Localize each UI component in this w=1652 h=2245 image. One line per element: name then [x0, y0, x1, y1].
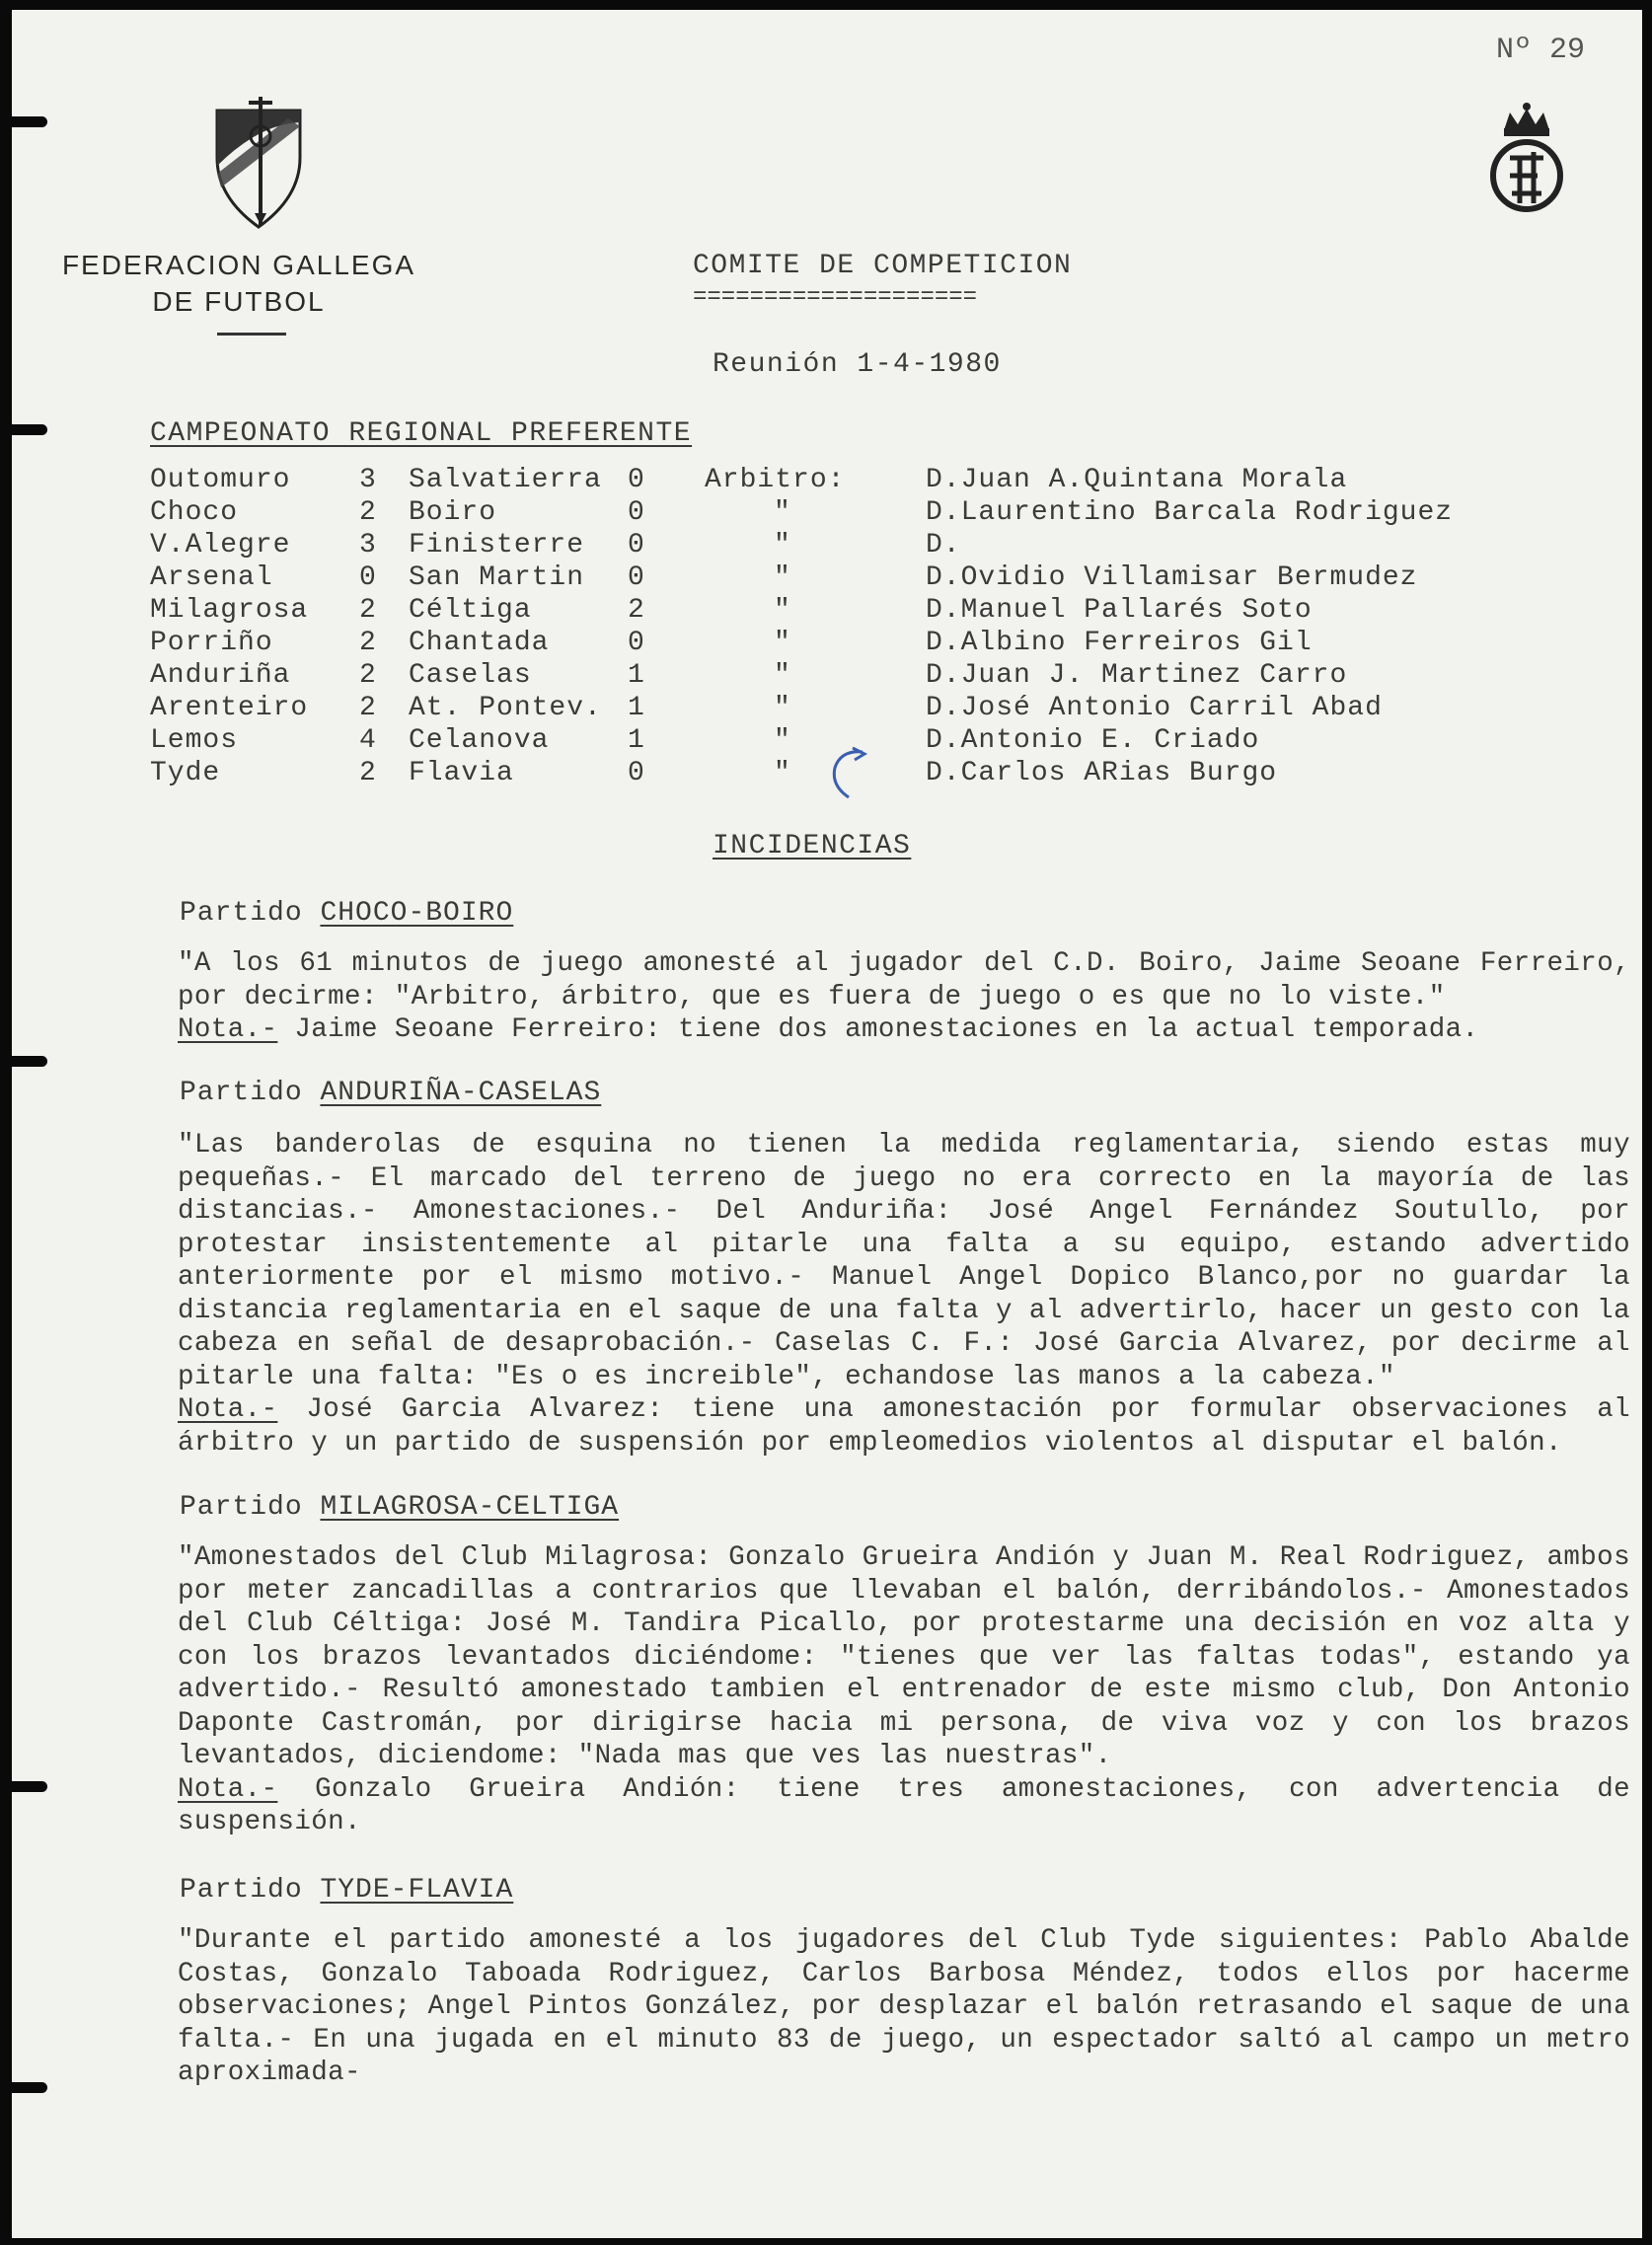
away-score: 1 — [628, 693, 645, 723]
punch-hole — [12, 116, 47, 127]
away-team: At. Pontev. — [409, 693, 602, 723]
referee-name: D.José Antonio Carril Abad — [926, 693, 1383, 723]
report-note — [150, 1013, 1630, 1047]
away-team: Flavia — [409, 758, 514, 788]
match-heading — [180, 1492, 619, 1523]
home-team: Milagrosa — [150, 595, 309, 626]
referee-label: " — [774, 758, 791, 788]
home-score: 2 — [359, 497, 377, 528]
report-text: "A los 61 minutos de juego amonesté al jugador del C.D. Boiro, Jaime Seoane Ferreiro, por decirme: "Arbitro, árbitro, que es fuera de juego o es que no lo viste." — [178, 948, 1630, 1012]
match-name: ANDURIÑA-CASELAS — [320, 1078, 602, 1108]
home-team: Arenteiro — [150, 693, 309, 723]
federation-line1: FEDERACION GALLEGA — [61, 250, 416, 280]
report-text: "Durante el partido amonesté a los jugadores del Club Tyde siguientes: Pablo Abalde Costas, Gonzalo Taboada Rodriguez, Carlos Barbosa Méndez, todos ellos por hacerme observaciones; Angel Pintos González, por desplazar el balón retrasando el saque de una falta.- En una jugada en el minuto 83 de juego, un espectador saltó al campo un metro aproximada- — [178, 1925, 1630, 2088]
referee-label: " — [774, 660, 791, 691]
pen-annotation-icon — [823, 746, 872, 815]
match-name: MILAGROSA-CELTIGA — [320, 1492, 620, 1523]
federation-line2: DE FUTBOL — [152, 286, 326, 317]
result-row — [150, 627, 1453, 659]
punch-hole — [12, 424, 47, 435]
home-score: 2 — [359, 595, 377, 626]
away-team: Salvatierra — [409, 465, 602, 495]
note-label: Nota.- — [178, 1014, 278, 1045]
referee-label: " — [774, 562, 791, 593]
away-team: Celanova — [409, 725, 550, 756]
home-score: 4 — [359, 725, 377, 756]
home-score: 3 — [359, 465, 377, 495]
home-team: Arsenal — [150, 562, 273, 593]
referee-name: D.Antonio E. Criado — [926, 725, 1260, 756]
home-score: 2 — [359, 758, 377, 788]
result-row — [150, 464, 1453, 496]
home-team: Choco — [150, 497, 239, 528]
result-row — [150, 561, 1453, 594]
away-score: 1 — [628, 725, 645, 756]
result-row — [150, 757, 1453, 789]
match-name: TYDE-FLAVIA — [320, 1875, 514, 1906]
match-report — [150, 947, 1630, 1047]
match-heading — [180, 1875, 513, 1906]
match-heading — [180, 898, 513, 929]
home-score: 0 — [359, 562, 377, 593]
meeting-date: Reunión 1-4-1980 — [713, 349, 1002, 380]
away-score: 0 — [628, 530, 645, 561]
home-score: 3 — [359, 530, 377, 561]
committee-underline: ==================== — [693, 284, 978, 311]
referee-name: D.Juan A.Quintana Morala — [926, 465, 1348, 495]
punch-hole — [12, 2082, 47, 2093]
home-score: 2 — [359, 660, 377, 691]
referee-name: D.Juan J. Martinez Carro — [926, 660, 1348, 691]
away-score: 0 — [628, 758, 645, 788]
divider — [217, 333, 286, 336]
referee-name: D.Manuel Pallarés Soto — [926, 595, 1313, 626]
punch-hole — [12, 1056, 47, 1067]
report-text: "Las banderolas de esquina no tienen la medida reglamentaria, siendo estas muy pequeñas.- El marcado del terreno de juego no era correcto en la mayoría de las distancias.- Amonestaciones.- Del Anduriña: José Angel Fernández Soutullo, por protestar insistentemente al pitarle una falta a su equipo, estando advertido anteriormente por el mismo motivo.- Manuel Angel Dopico Blanco,por no guardar la distancia reglamentaria en el saque de una falta y al advertirlo, hacer un gesto con la cabeza en señal de desaprobación.- Caselas C. F.: José Garcia Alvarez, por decirme al pitarle una falta: "Es o es increible", echandose las manos a la cabeza." — [178, 1130, 1630, 1392]
referee-label: Arbitro: — [705, 465, 846, 495]
away-score: 1 — [628, 660, 645, 691]
championship-title: CAMPEONATO REGIONAL PREFERENTE — [150, 418, 693, 449]
home-team: V.Alegre — [150, 530, 291, 561]
home-team: Porriño — [150, 628, 273, 658]
note-text: Jaime Seoane Ferreiro: tiene dos amonestaciones en la actual temporada. — [294, 1014, 1479, 1045]
match-report — [150, 1924, 1630, 2090]
referee-name: D.Laurentino Barcala Rodriguez — [926, 497, 1454, 528]
home-score: 2 — [359, 693, 377, 723]
match-prefix: Partido — [180, 1078, 303, 1108]
away-team: Caselas — [409, 660, 532, 691]
note-label: Nota.- — [178, 1773, 278, 1805]
royal-crest-icon — [1482, 101, 1571, 219]
federation-name — [51, 247, 426, 320]
referee-name: D.Ovidio Villamisar Bermudez — [926, 562, 1418, 593]
result-row — [150, 529, 1453, 561]
results-table — [150, 464, 1453, 789]
home-team: Lemos — [150, 725, 239, 756]
referee-label: " — [774, 497, 791, 528]
away-score: 2 — [628, 595, 645, 626]
federation-shield-icon — [209, 97, 308, 235]
note-text: José Garcia Alvarez: tiene una amonestación por formular observaciones al árbitro y un partido de suspensión por empleomedios violentos al disputar el balón. — [178, 1394, 1630, 1459]
results-body — [150, 464, 1453, 789]
punch-hole — [12, 1781, 47, 1792]
referee-name: D.Carlos ARias Burgo — [926, 758, 1278, 788]
incidents-title: INCIDENCIAS — [713, 831, 912, 861]
away-team: San Martin — [409, 562, 585, 593]
away-score: 0 — [628, 562, 645, 593]
away-team: Chantada — [409, 628, 550, 658]
result-row — [150, 496, 1453, 529]
home-team: Outomuro — [150, 465, 291, 495]
result-row — [150, 594, 1453, 627]
away-team: Boiro — [409, 497, 497, 528]
document-number: Nº 29 — [1495, 34, 1585, 67]
away-score: 0 — [628, 465, 645, 495]
match-heading — [180, 1078, 601, 1108]
committee-title: COMITE DE COMPETICION — [693, 251, 1073, 281]
referee-label: " — [774, 530, 791, 561]
home-team: Anduriña — [150, 660, 291, 691]
referee-name: D.Albino Ferreiros Gil — [926, 628, 1313, 658]
report-note — [150, 1393, 1630, 1459]
referee-label: " — [774, 725, 791, 756]
away-team: Finisterre — [409, 530, 585, 561]
referee-label: " — [774, 595, 791, 626]
result-row — [150, 724, 1453, 757]
away-score: 0 — [628, 628, 645, 658]
away-score: 0 — [628, 497, 645, 528]
match-report — [150, 1541, 1630, 1839]
note-text: Gonzalo Grueira Andión: tiene tres amonestaciones, con advertencia de suspensión. — [178, 1773, 1630, 1837]
home-team: Tyde — [150, 758, 221, 788]
report-note — [150, 1773, 1630, 1839]
match-prefix: Partido — [180, 1492, 303, 1523]
document-page — [12, 10, 1642, 2238]
report-text: "Amonestados del Club Milagrosa: Gonzalo Grueira Andión y Juan M. Real Rodriguez, ambos por meter zancadillas a contrarios que llevaban el balón, derribándolos.- Amonestados del Club Céltiga: José M. Tandira Picallo, por protestarme una decisión en voz alta y con los brazos levantados diciéndome: "tienes que ver las faltas todas", estando ya advertido.- Resultó amonestado tambien el entrenador de este mismo club, Don Antonio Daponte Castromán, por dirigirse hacia mi persona, de viva voz y con los brazos levantados, diciendome: "Nada mas que ves las nuestras". — [178, 1542, 1630, 1771]
away-team: Céltiga — [409, 595, 532, 626]
referee-name: D. — [926, 530, 961, 561]
result-row — [150, 692, 1453, 724]
match-prefix: Partido — [180, 1875, 303, 1906]
match-prefix: Partido — [180, 898, 303, 929]
result-row — [150, 659, 1453, 692]
match-name: CHOCO-BOIRO — [320, 898, 514, 929]
match-report — [150, 1129, 1630, 1459]
home-score: 2 — [359, 628, 377, 658]
referee-label: " — [774, 628, 791, 658]
referee-label: " — [774, 693, 791, 723]
note-label: Nota.- — [178, 1394, 278, 1425]
